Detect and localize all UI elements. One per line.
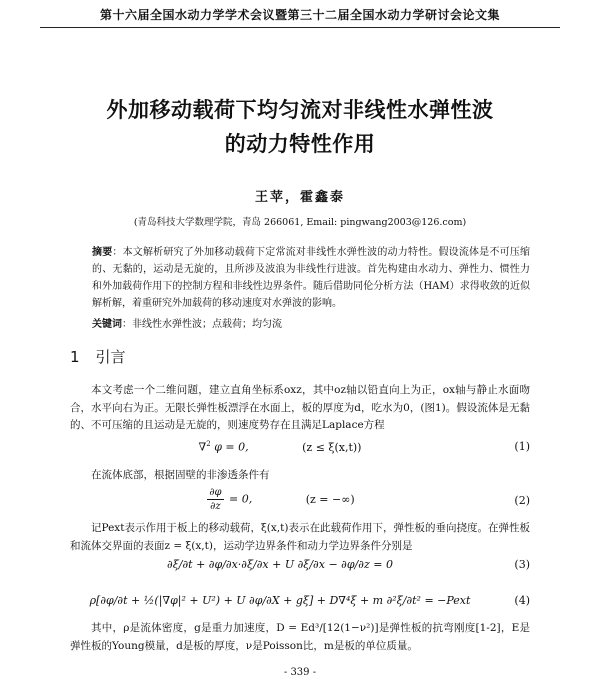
section-number: 1 (70, 348, 80, 366)
eq4-number: (4) (514, 594, 530, 607)
equation-4 (70, 594, 530, 622)
abstract-label: 摘要 (92, 247, 113, 258)
eq3-body: ∂ξ/∂t + ∂φ/∂x·∂ξ/∂x + U ∂ξ/∂x − ∂φ/∂z = 0 (167, 558, 393, 571)
eq2-number: (2) (514, 494, 530, 507)
paragraph-3: 记Pext表示作用于板上的移动载荷，ξ(x,t)表示在此载荷作用下，弹性板的垂向挠度。在弹性板和流体交界面的表面z = ξ(x,t)，运动学边界条件和动力学边界条件分别是 (70, 522, 530, 552)
paragraph-1: 本文考虑一个二维问题，建立直角坐标系oxz，其中oz轴以铅直向上为正，ox轴与静止水面吻合，水平向右为正。无限长弹性板漂浮在水面上，板的厚度为d，吃水为0，(图1)。假设流体是无黏的、不可压缩的且运动是无旋的，则速度势存在且满足Laplace方程 (70, 384, 530, 431)
running-head: 第十六届全国水动力学学术会议暨第三十二届全国水动力学研讨会论文集 (40, 6, 560, 28)
keywords (92, 315, 530, 330)
equation-2 (70, 486, 530, 520)
authors: 王苹，霍鑫泰 (254, 190, 345, 205)
eq3-number: (3) (514, 558, 530, 571)
equation-1: ∇$^2$ φ = 0, (z ≤ ξ(x,t)) (1) (198, 440, 530, 454)
eq2-rhs: = 0, (229, 492, 253, 506)
paper-title (40, 93, 560, 161)
eq4-body: ρ[∂φ/∂t + ½(|∇φ|² + U²) + U ∂φ/∂X + gξ] + D∇⁴ξ + m ∂²ξ/∂t² = −Pext (89, 594, 471, 607)
eq1-condition: (z ≤ ξ(x,t)) (302, 440, 362, 454)
section-heading (70, 346, 126, 367)
eq2-condition: (z = −∞) (305, 492, 355, 506)
affiliation: (青岛科技大学数理学院，青岛 266061, Email: pingwang2003@126.com) (133, 217, 467, 228)
paragraph-2: 在流体底部，根据固壁的非渗透条件有 (91, 469, 270, 481)
eq2-fraction: $\frac{\partial\varphi}{\partial z}$ (209, 487, 222, 512)
eq1-lhs: ∇ (198, 440, 207, 454)
paragraph-4: 其中，ρ是流体密度，g是重力加速度，D = Ed³/[12(1−ν²)]是弹性板的抗弯刚度[1-2]，E是弹性板的Young模量，d是板的厚度，ν是Poisson比，m是板的单位质量。 (70, 622, 530, 652)
keywords-label: 关键词 (92, 319, 122, 330)
abstract (92, 244, 530, 312)
keywords-text: ：非线性水弹性波；点载荷；均匀流 (122, 319, 282, 330)
section-title: 引言 (95, 348, 126, 366)
title-line-2: 的动力特性作用 (224, 132, 376, 156)
title-line-1: 外加移动载荷下均匀流对非线性水弹性波 (106, 98, 494, 122)
equation-3 (70, 558, 530, 586)
eq1-rhs: φ = 0, (214, 440, 249, 454)
abstract-text: ：本文解析研究了外加移动载荷下定常流对非线性水弹性波的动力特性。假设流体是不可压缩的、无黏的，运动是无旋的，且所涉及波浪为非线性行进波。首先构建由水动力、弹性力、惯性力和外加载荷作用下的控制方程和非线性边界条件。随后借助同伦分析方法（HAM）求得收敛的近似解析解，着重研究外加载荷的移动速度对水弹波的影响。 (92, 247, 531, 309)
page-number: - 339 - (283, 667, 317, 678)
eq1-number: (1) (514, 440, 530, 453)
